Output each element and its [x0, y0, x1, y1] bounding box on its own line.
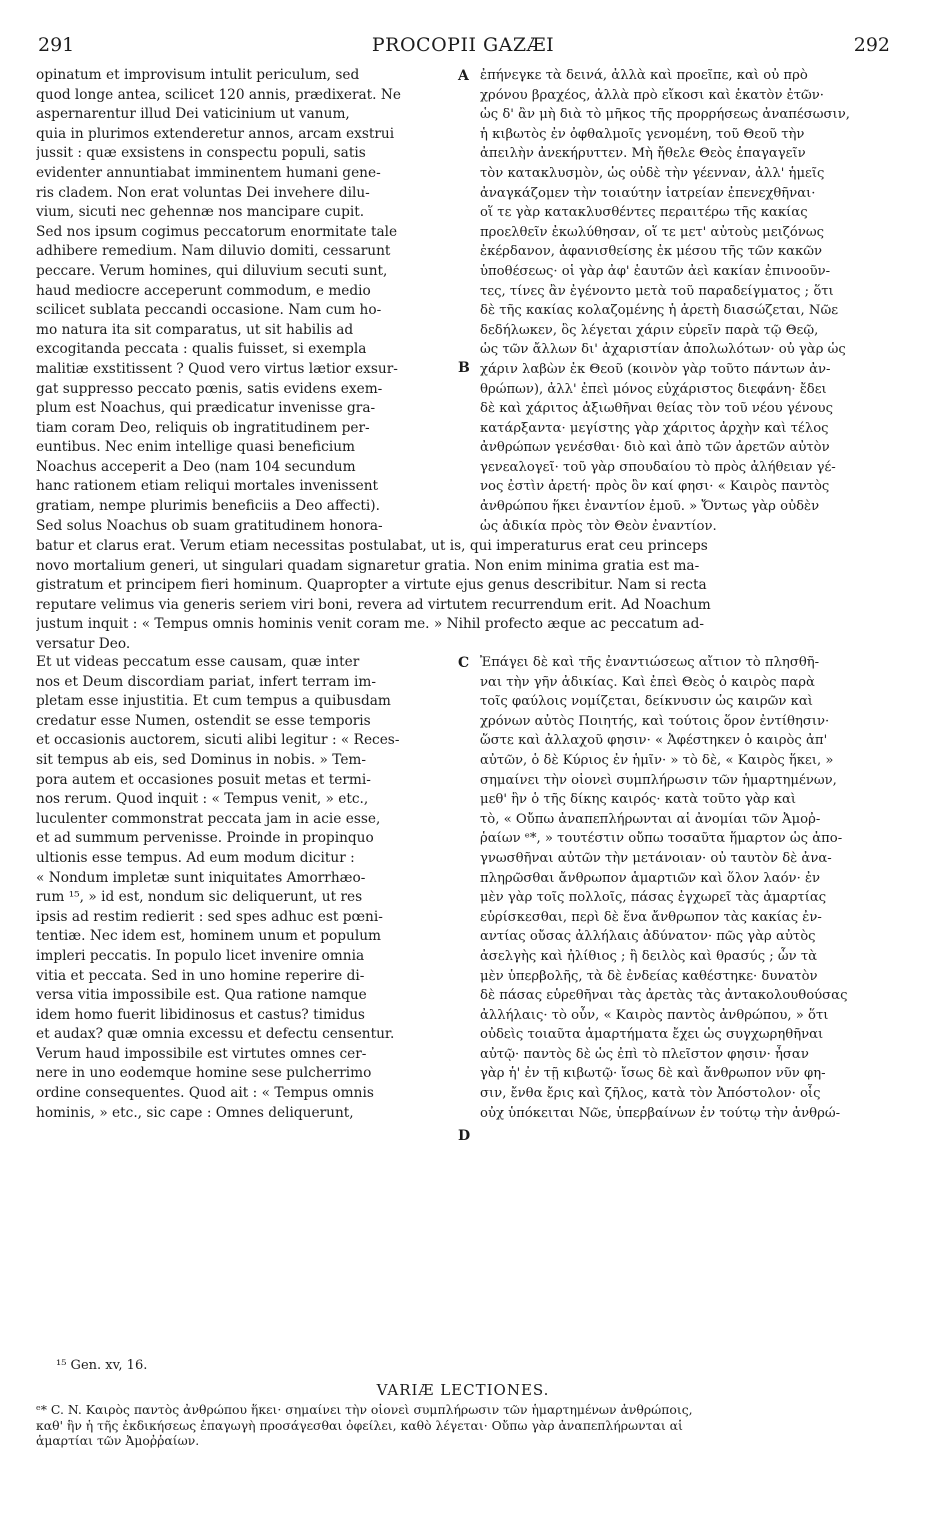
- latin-column-c: [36, 653, 454, 1123]
- text-line: euntibus. Nec enim intellige quasi beneficium: [36, 439, 356, 456]
- text-line: οἵ τε γὰρ κατακλυσθέντες περαιτέρω τῆς κακίας: [480, 205, 808, 221]
- text-line: evidenter annuntiabat imminentem humani gene-: [36, 164, 381, 181]
- page-number-right: 292: [853, 34, 890, 56]
- text-line: aspernarentur illud Dei vaticinium ut vanum,: [36, 106, 350, 123]
- page-header: [0, 34, 926, 64]
- text-line: et audax? quæ omnia excessu et defectu censentur.: [36, 1026, 395, 1043]
- text-line: adhibere remedium. Nam diluvio domiti, cessarunt: [36, 243, 391, 260]
- text-line: hanc rationem etiam reliqui mortales invenissent: [36, 478, 379, 495]
- page-number-left: 291: [38, 34, 75, 56]
- latin-column-a: [36, 66, 454, 536]
- text-line: δὲ τῆς κακίας κολαζομένης ἡ ἀρετὴ διασώζεται, Νῶε: [480, 303, 839, 319]
- text-line: sit tempus ab eis, sed Dominus in nobis. » Tem-: [36, 751, 367, 768]
- text-line: δεδήλωκεν, ὃς λέγεται χάριν εὑρεῖν παρὰ τῷ Θεῷ,: [480, 322, 819, 338]
- text-line: gratiam, nempe plurimis beneficiis a Deo affecti).: [36, 498, 380, 515]
- text-line: ἀνθρώπων γενέσθαι· διὸ καὶ ἀπὸ τῶν ἀρετῶν αὐτὸν: [480, 440, 830, 456]
- text-line: γνωσθῆναι αὐτῶν τὴν μετάνοιαν· οὐ ταυτὸν δὲ ἀνα-: [480, 850, 832, 866]
- text-line: θρώπων), ἀλλ' ἐπεὶ μόνος εὐχάριστος διεφάνη· ἔδει: [480, 381, 827, 397]
- greek-column-a: [480, 66, 890, 536]
- text-line: reputare velimus via generis seriem viri boni, revera ad virtutem recurrendum erit. Ad Noachum: [36, 596, 711, 613]
- text-line: haud mediocre acceperunt commodum, e medio: [36, 282, 371, 299]
- variant-line: ἁμαρτίαι τῶν Ἀμοῤῥαίων.: [36, 1433, 200, 1448]
- text-line: credatur esse Numen, ostendit se esse temporis: [36, 712, 371, 729]
- text-line: Et ut videas peccatum esse causam, quæ inter: [36, 654, 360, 670]
- text-line: μὲν γὰρ τοῖς πολλοῖς, πάσας ἐγχωρεῖ τὰς ἁμαρτίας: [480, 890, 827, 906]
- text-line: ἡ κιβωτὸς ἐν ὀφθαλμοῖς γενομένη, τοῦ Θεοῦ τὴν: [480, 126, 805, 142]
- text-line: vitia et peccata. Sed in uno homine reperire di-: [36, 967, 365, 984]
- margin-marker-c: C: [458, 655, 470, 671]
- text-line: γενεαλογεῖ· τοῦ γὰρ σπουδαίου τὸ πρὸς ἀλήθειαν γέ-: [480, 459, 836, 475]
- text-line: ὥστε καὶ ἀλλαχοῦ φησιν· « Ἀφέστηκεν ὁ καιρὸς ἀπ': [480, 733, 828, 749]
- text-line: et occasionis auctorem, sicuti alibi legitur : « Reces-: [36, 732, 400, 749]
- margin-marker-b: B: [458, 360, 470, 376]
- text-line: ἀναγκάζομεν τὴν τοιαύτην ἰατρείαν ἐπενεχθῆναι·: [480, 185, 816, 201]
- text-line: vium, sicuti nec gehennæ nos mancipare cupit.: [36, 204, 365, 221]
- text-line: προελθεῖν ἐκωλύθησαν, οἵ τε μετ' αὐτοὺς μειζόνως: [480, 224, 825, 240]
- text-line: pletam esse injustitia. Et cum tempus a quibusdam: [36, 693, 391, 710]
- text-line: ordine consequentes. Quod ait : « Tempus omnis: [36, 1085, 374, 1102]
- text-line: Ἐπάγει δὲ καὶ τῆς ἐναντιώσεως αἴτιον τὸ πλησθῆ-: [480, 655, 820, 670]
- text-line: ultionis esse tempus. Ad eum modum dicitur :: [36, 849, 355, 866]
- text-line: quia in plurimos extenderetur annos, arcam exstrui: [36, 125, 395, 142]
- text-line: ἐπήνεγκε τὰ δεινά, ἀλλὰ καὶ προεῖπε, καὶ οὐ πρὸ: [480, 68, 808, 83]
- text-line: excogitanda peccata : qualis fuisset, si exempla: [36, 341, 367, 358]
- text-line: luculenter commonstrat peccata jam in acie esse,: [36, 810, 381, 827]
- text-line: ἀσελγὴς καὶ ἠλίθιος ; ἢ δειλὸς καὶ θρασύς ; ὧν τὰ: [480, 948, 818, 964]
- text-line: Noachus acceperit a Deo (nam 104 secundum: [36, 458, 356, 475]
- text-line: scilicet sublata peccandi occasione. Nam cum ho-: [36, 302, 382, 319]
- text-line: μὲν ὑπερβολῆς, τὰ δὲ ἐνδείας καθέστηκε· δυνατὸν: [480, 968, 818, 984]
- text-line: nos et Deum discordiam pariat, infert terram im-: [36, 673, 376, 690]
- text-line: jussit : quæ exsistens in conspectu populi, satis: [36, 145, 366, 162]
- latin-full-width: [36, 537, 890, 655]
- text-line: quod longe antea, scilicet 120 annis, prædixerat. Ne: [36, 86, 401, 103]
- margin-marker-d: D: [458, 1128, 471, 1144]
- text-line: γὰρ ἡ' ἐν τῇ κιβωτῷ· ἴσως δὲ καὶ ἄνθρωπον νῦν φη-: [480, 1066, 826, 1082]
- text-line: gat suppresso peccato pœnis, satis evidens exem-: [36, 380, 383, 397]
- text-line: Sed solus Noachus ob suam gratitudinem honora-: [36, 517, 383, 534]
- text-line: νος ἐστὶν ἀρετή· πρὸς ὃν καί φησι· « Καιρὸς παντὸς: [480, 479, 830, 495]
- running-title: PROCOPII GAZÆI: [371, 34, 555, 56]
- text-line: plum est Noachus, qui prædicatur invenisse gra-: [36, 400, 376, 417]
- text-line: versa vitia impossibile est. Qua ratione namque: [36, 987, 367, 1004]
- text-line: σιν, ἔνθα ἔρις καὶ ζῆλος, κατὰ τὸν Ἀπόστολον· οἷς: [480, 1086, 821, 1102]
- text-line: justum inquit : « Tempus omnis hominis venit coram me. » Nihil profecto æque ac peccatum ad-: [36, 616, 704, 633]
- text-line: αὐτῷ· παντὸς δὲ ὡς ἐπὶ τὸ πλεῖστον φησιν· ἦσαν: [480, 1046, 809, 1062]
- text-line: batur et clarus erat. Verum etiam necessitas postulabat, ut is, qui imperaturus erat ceu princeps: [36, 538, 708, 554]
- text-line: οὐδεὶς τοιαῦτα ἁμαρτήματα ἔχει ὡς συγχωρηθῆναι: [480, 1027, 824, 1043]
- text-line: ἀπειλὴν ἀνεκήρυττεν. Μὴ ἤθελε Θεὸς ἐπαγαγεῖν: [480, 146, 806, 162]
- text-line: χάριν λαβὼν ἐκ Θεοῦ (κοινὸν γὰρ τοῦτο πάντων ἀν-: [480, 361, 831, 377]
- text-line: « Nondum impletæ sunt iniquitates Amorrhæo-: [36, 869, 366, 886]
- text-line: τοῖς φαύλοις νομίζεται, δείκνυσιν ὡς καιρῶν καὶ: [480, 694, 813, 710]
- text-line: ipsis ad restim redierit : sed spes adhuc est pœni-: [36, 908, 383, 925]
- text-line: impleri peccatis. In populo licet invenire omnia: [36, 947, 365, 964]
- text-line: τες, τίνες ἂν ἐγένοντο μετὰ τοῦ παραδείγματος ; ὅτι: [480, 283, 834, 299]
- variae-lectiones-title: VARIÆ LECTIONES.: [376, 1381, 550, 1399]
- variant-line: καθ' ἣν ἡ τῆς ἐκδικήσεως ἐπαγωγὴ προσάγεσθαι ὀφείλει, καθὸ λέγεται· Οὔπω γὰρ ἀναπεπλήρωνται αἱ: [36, 1417, 683, 1433]
- text-line: ὡς δ' ἂν μὴ διὰ τὸ μῆκος τῆς προρρήσεως ἀναπέσωσιν,: [480, 107, 850, 123]
- margin-marker-a: A: [458, 68, 469, 84]
- text-line: ναι τὴν γῆν ἀδικίας. Καὶ ἐπεὶ Θεὸς ὁ καιρὸς παρὰ: [480, 674, 815, 690]
- text-line: rum ¹⁵, » id est, nondum sic deliquerunt, ut res: [36, 889, 363, 906]
- text-line: ἀνθρώπου ἥκει ἐναντίον ἐμοῦ. » Ὄντως γὰρ οὐδὲν: [480, 499, 820, 515]
- text-line: μεθ' ἣν ὁ τῆς δίκης καιρός· κατὰ τοῦτο γὰρ καὶ: [480, 792, 797, 808]
- text-line: δὲ καὶ χάριτος ἀξιωθῆναι θείας τὸν τοῦ νέου γένους: [480, 401, 833, 417]
- text-line: et ad summum pervenisse. Proinde in propinquo: [36, 830, 374, 847]
- variae-lectiones-text: [36, 1402, 890, 1449]
- greek-column-c: [480, 653, 890, 1123]
- text-line: peccare. Verum homines, qui diluvium secuti sunt,: [36, 262, 388, 279]
- text-line: χρόνου βραχέος, ἀλλὰ πρὸ εἴκοσι καὶ ἑκατὸν ἐτῶν·: [480, 87, 824, 103]
- text-line: ῥαίων ᵉ*, » τουτέστιν οὔπω τοσαῦτα ἥμαρτον ὡς ἀπο-: [480, 831, 843, 847]
- text-line: versatur Deo.: [36, 635, 131, 652]
- text-line: τὸν κατακλυσμὸν, ὡς οὐδὲ τὴν γέενναν, ἀλλ' ἡμεῖς: [480, 165, 825, 181]
- variant-line: ᵉ* C. N. Καιρὸς παντὸς ἀνθρώπου ἥκει· σημαίνει τὴν οἱονεὶ συμπλήρωσιν τῶν ἡμαρτημένων ἀνθρώποις,: [36, 1402, 693, 1417]
- text-line: ὡς ἀδικία πρὸς τὸν Θεὸν ἐναντίον.: [480, 518, 717, 534]
- text-line: αὐτῶν, ὁ δὲ Κύριος ἐν ἡμῖν· » τὸ δὲ, « Καιρὸς ἥκει, »: [480, 752, 834, 768]
- text-line: πληρῶσθαι ἄνθρωπον ἁμαρτιῶν καὶ ὅλον λαόν· ἐν: [480, 870, 821, 886]
- text-line: οὐχ ὑπόκειται Νῶε, ὑπερβαίνων ἐν τούτῳ τὴν ἀνθρώ-: [480, 1105, 841, 1121]
- text-line: malitiæ exstitissent ? Quod vero virtus lætior exsur-: [36, 360, 398, 377]
- text-line: κατάρξαντα· μεγίστης γὰρ χάριτος ἀρχὴν καὶ τέλος: [480, 420, 829, 436]
- text-line: ris cladem. Non erat voluntas Dei invehere dilu-: [36, 184, 370, 201]
- text-line: αντίας οὔσας ἀλλήλαις ἀδύνατον· πῶς γὰρ αὐτὸς: [480, 929, 816, 945]
- text-line: χρόνων αὐτὸς Ποιητής, καὶ τούτοις ὅρον ἐντίθησιν·: [480, 713, 830, 729]
- text-line: σημαίνει τὴν οἱονεὶ συμπλήρωσιν τῶν ἡμαρτημένων,: [480, 772, 837, 788]
- text-line: nere in uno eodemque homine sese pulcherrimo: [36, 1065, 372, 1082]
- footnote: ¹⁵ Gen. xv, 16.: [56, 1358, 148, 1373]
- text-line: novo mortalium generi, ut singulari quadam signaretur gratia. Non enim minima gratia est ma-: [36, 557, 700, 574]
- text-line: hominis, » etc., sic cape : Omnes deliquerunt,: [36, 1104, 354, 1121]
- text-line: mo natura ita sit comparatus, ut sit habilis ad: [36, 321, 354, 338]
- text-line: ὡς τῶν ἄλλων δι' ἀχαριστίαν ἀπολωλότων· οὐ γὰρ ὡς: [480, 342, 846, 358]
- text-line: ἐκέρδανον, ἀφανισθείσης ἐκ μέσου τῆς τῶν κακῶν: [480, 244, 823, 260]
- text-line: pora autem et occasiones posuit metas et termi-: [36, 771, 371, 788]
- text-line: τὸ, « Οὔπω ἀναπεπλήρωνται αἱ ἀνομίαι τῶν Ἀμοῤ-: [480, 811, 821, 827]
- text-line: idem homo fuerit libidinosus et castus? timidus: [36, 1006, 365, 1023]
- text-line: tiam coram Deo, reliquis ob ingratitudinem per-: [36, 419, 370, 436]
- text-line: ὑποθέσεως· οἱ γὰρ ἀφ' ἑαυτῶν ἀεὶ κακίαν ἐπινοοῦν-: [480, 263, 831, 279]
- text-line: gistratum et principem fieri hominum. Quapropter a virtute ejus genus describitur. Nam si recta: [36, 577, 707, 594]
- text-line: tentiæ. Nec idem est, hominem unum et populum: [36, 928, 381, 945]
- text-line: opinatum et improvisum intulit periculum, sed: [36, 67, 360, 83]
- text-line: δὲ πάσας εὑρεθῆναι τὰς ἀρετὰς τὰς ἀντακολουθούσας: [480, 988, 848, 1004]
- text-line: εὑρίσκεσθαι, περὶ δὲ ἕνα ἄνθρωπον τὰς κακίας ἐν-: [480, 909, 822, 925]
- text-line: nos rerum. Quod inquit : « Tempus venit, » etc.,: [36, 791, 369, 808]
- text-line: Verum haud impossibile est virtutes omnes cer-: [36, 1045, 367, 1062]
- text-line: Sed nos ipsum cogimus peccatorum enormitate tale: [36, 223, 398, 240]
- text-line: ἀλλήλαις· τὸ οὖν, « Καιρὸς παντὸς ἀνθρώπου, » ὅτι: [480, 1007, 829, 1023]
